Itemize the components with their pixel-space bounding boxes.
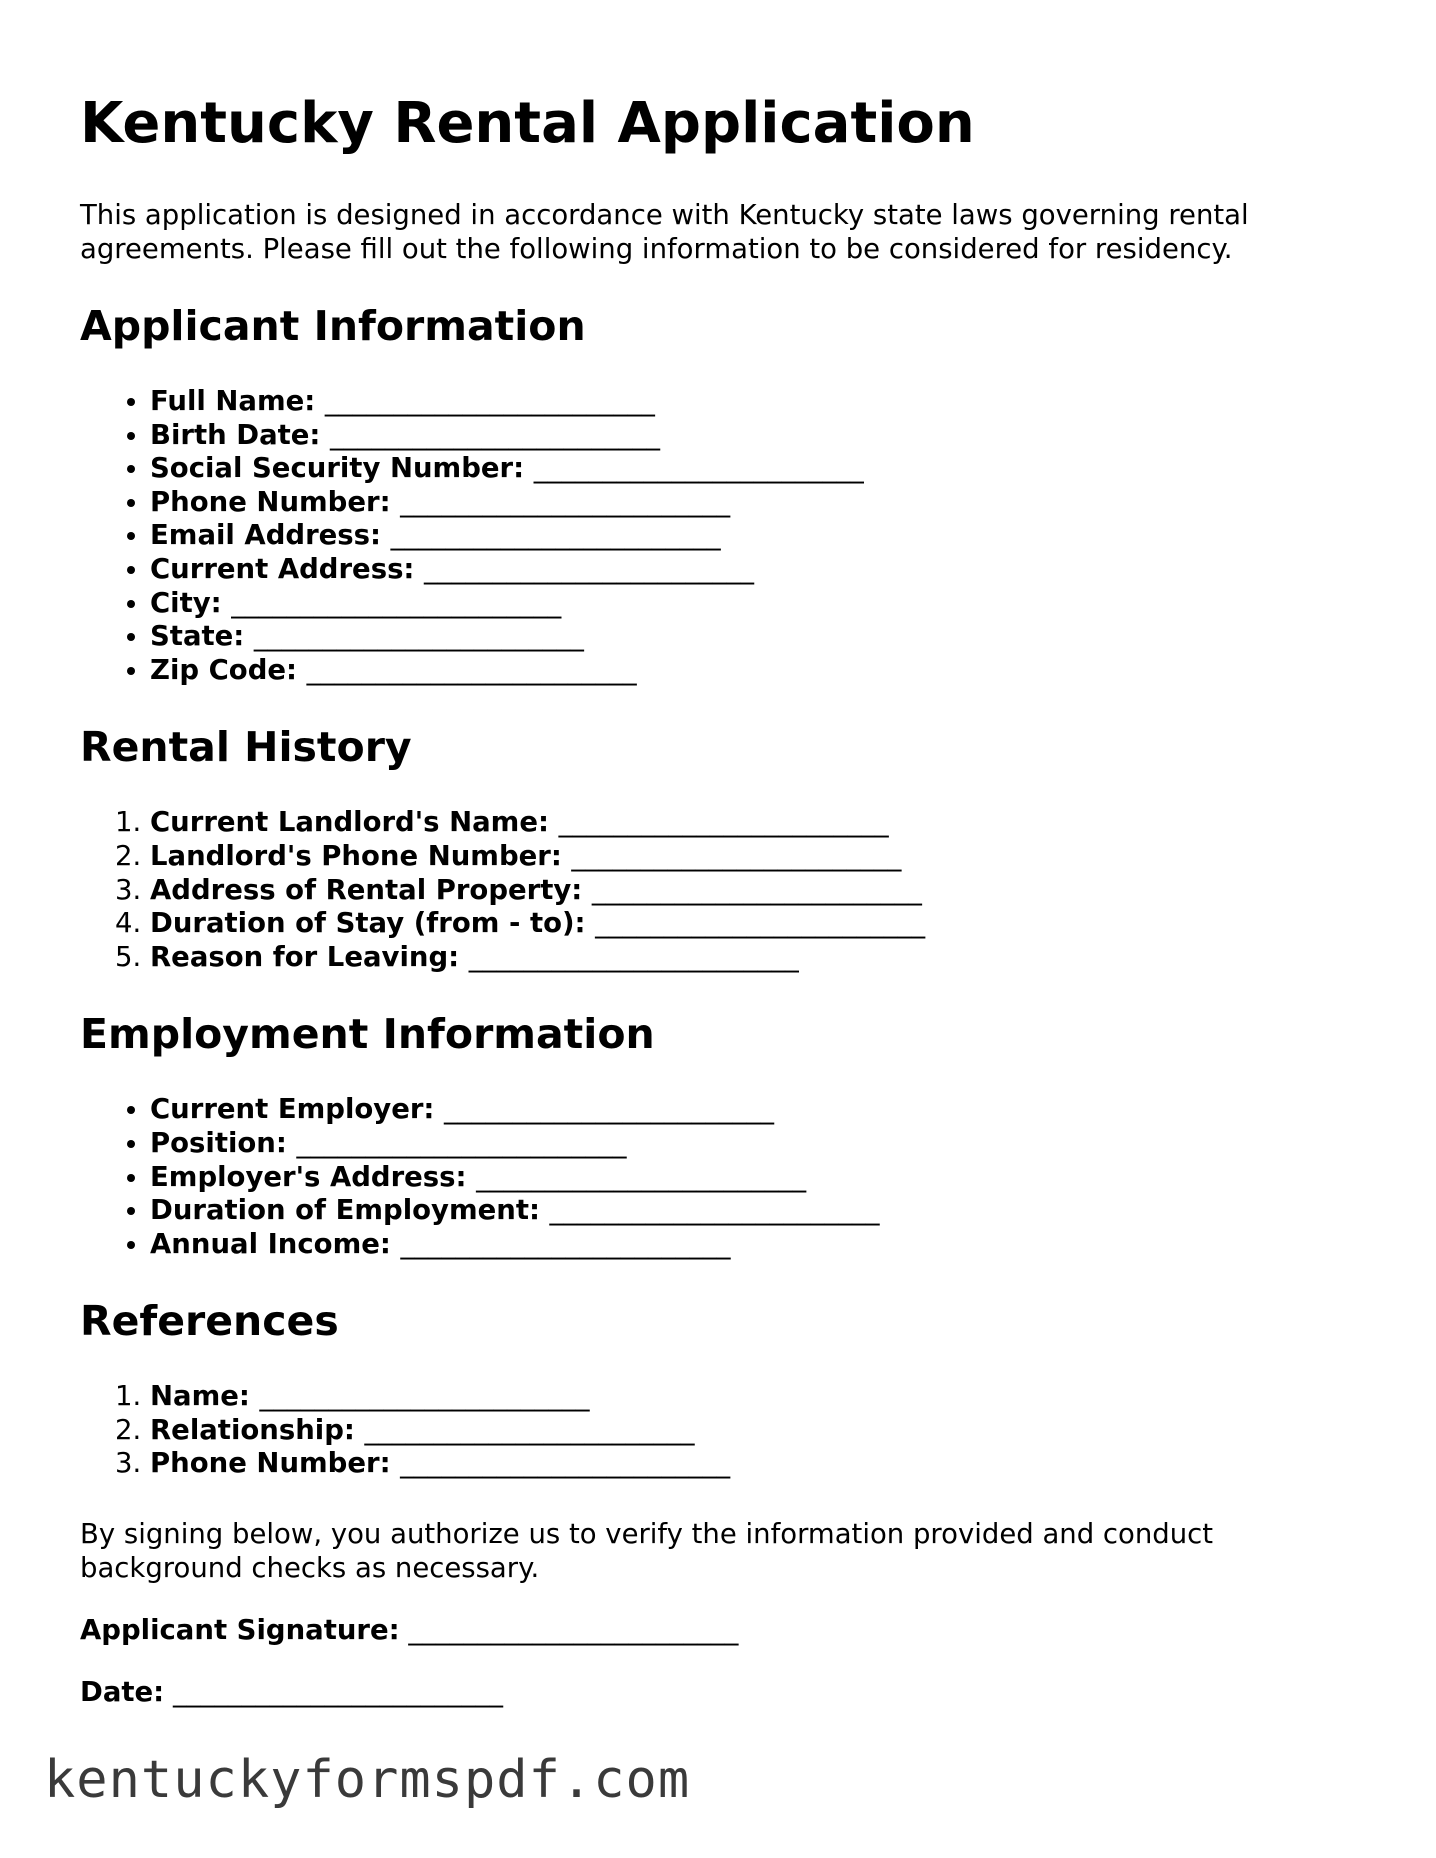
date-label: Date: [80, 1676, 165, 1709]
field-annual-income: • Annual Income: ________________________ [150, 1228, 1380, 1262]
field-city: • City: ________________________ [150, 587, 1380, 621]
field-ssn: • Social Security Number: ________________________ [150, 452, 1380, 486]
applicant-field-list [80, 385, 1380, 687]
field-state: • State: ________________________ [150, 620, 1380, 654]
references-field-list [80, 1380, 1380, 1481]
document-page [80, 91, 1380, 1709]
blank-line[interactable]: ________________________ [259, 1380, 590, 1413]
intro-paragraph: This application is designed in accordance with Kentucky state laws governing rental agreements. Please fill out the following information to be considered for residency. [80, 199, 1249, 265]
section-heading-applicant: Applicant Information [80, 302, 586, 350]
section-heading-references: References [80, 1297, 339, 1346]
section-heading-rental: Rental History [80, 723, 412, 772]
field-email: • Email Address: ________________________ [150, 519, 1380, 553]
field-full-name: • Full Name: ________________________ [150, 385, 1380, 419]
field-reason-leaving: 5. Reason for Leaving: ________________________ [150, 941, 1380, 975]
section-heading-employment: Employment Information [80, 1010, 655, 1059]
blank-line[interactable]: ________________________ [549, 1194, 880, 1227]
blank-line[interactable]: ________________________ [330, 418, 661, 451]
blank-line[interactable]: ________________________ [424, 552, 755, 585]
field-reference-name: 1. Name: ________________________ [150, 1380, 1380, 1414]
blank-line[interactable]: ________________________ [476, 1160, 807, 1193]
blank-line[interactable]: ________________________ [231, 586, 562, 619]
field-reference-phone: 3. Phone Number: ________________________ [150, 1447, 1380, 1481]
consent-paragraph: By signing below, you authorize us to verify the information provided and conduct background checks as necessary. [80, 1518, 1214, 1585]
blank-line[interactable]: ________________________ [468, 940, 799, 973]
field-birth-date: • Birth Date: ________________________ [150, 419, 1380, 453]
employment-field-list [80, 1093, 1380, 1261]
page-title: Kentucky Rental Application [80, 91, 975, 156]
field-zip: • Zip Code: ________________________ [150, 654, 1380, 688]
blank-line[interactable]: ________________________ [533, 452, 864, 485]
watermark-text: kentuckyformspdf.com [44, 1750, 691, 1810]
blank-line[interactable]: ________________________ [324, 385, 655, 417]
blank-line[interactable]: ________________________ [400, 485, 731, 518]
field-position: • Position: ________________________ [150, 1127, 1380, 1161]
signature-blank-line[interactable]: ________________________ [408, 1614, 739, 1647]
blank-line[interactable]: ________________________ [390, 519, 721, 552]
field-employment-duration: • Duration of Employment: ________________________ [150, 1194, 1380, 1228]
signature-row [80, 1613, 1380, 1647]
date-row [80, 1675, 1380, 1709]
field-rental-address: 3. Address of Rental Property: ________________________ [150, 874, 1380, 908]
field-employer: • Current Employer: ________________________ [150, 1093, 1380, 1127]
blank-line[interactable]: ________________________ [306, 653, 637, 686]
blank-line[interactable]: ________________________ [591, 873, 922, 906]
field-reference-relationship: 2. Relationship: ________________________ [150, 1414, 1380, 1448]
blank-line[interactable]: ________________________ [571, 839, 902, 872]
rental-field-list [80, 806, 1380, 974]
date-blank-line[interactable]: ________________________ [172, 1676, 503, 1709]
blank-line[interactable]: ________________________ [595, 907, 926, 940]
blank-line[interactable]: ________________________ [558, 806, 889, 839]
field-employer-address: • Employer's Address: ________________________ [150, 1161, 1380, 1195]
blank-line[interactable]: ________________________ [400, 1447, 731, 1480]
blank-line[interactable]: ________________________ [444, 1093, 774, 1126]
signature-label: Applicant Signature: [80, 1614, 400, 1647]
field-landlord-phone: 2. Landlord's Phone Number: ________________________ [150, 840, 1380, 874]
blank-line[interactable]: ________________________ [253, 620, 584, 653]
blank-line[interactable]: ________________________ [400, 1227, 731, 1260]
blank-line[interactable]: ________________________ [364, 1413, 695, 1446]
field-stay-duration: 4. Duration of Stay (from - to): ________________________ [150, 907, 1380, 941]
field-landlord-name: 1. Current Landlord's Name: ________________________ [150, 806, 1380, 840]
field-phone: • Phone Number: ________________________ [150, 486, 1380, 520]
blank-line[interactable]: ________________________ [296, 1126, 627, 1159]
field-current-address: • Current Address: ________________________ [150, 553, 1380, 587]
